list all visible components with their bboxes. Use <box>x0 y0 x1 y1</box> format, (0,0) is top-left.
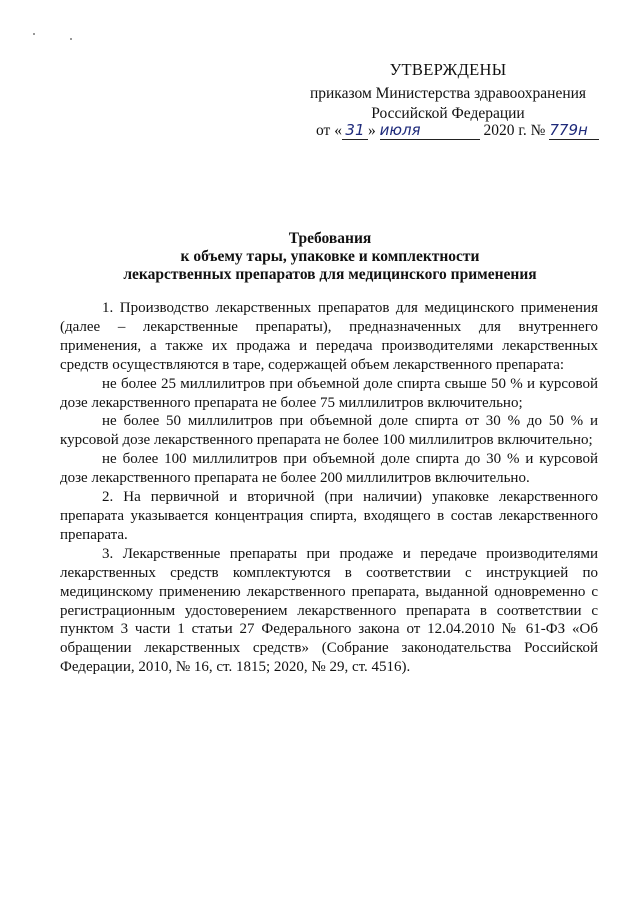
date-year-text: 2020 г. № <box>483 122 546 139</box>
paragraph-1-item-a: не более 25 миллилитров при объемной доле спирта свыше 50 % и курсовой дозе лекарственного препарата не более 75 миллилитров включительно; <box>60 375 598 411</box>
title-line2: к объему тары, упаковке и комплектности <box>180 248 480 265</box>
document-body <box>60 299 598 677</box>
approval-heading: УТВЕРЖДЕНЫ <box>389 60 507 79</box>
date-mid: » <box>367 122 376 139</box>
scan-speck <box>70 38 72 40</box>
approval-block <box>298 60 598 124</box>
approval-issuer-line1: приказом Министерства здравоохранения <box>309 85 587 102</box>
date-month: июля <box>379 121 421 139</box>
paragraph-1-item-b: не более 50 миллилитров при объемной доле спирта от 30 % до 50 % и курсовой дозе лекарственного препарата не более 100 миллилитров включительно; <box>60 413 598 449</box>
order-number-field <box>549 122 599 140</box>
date-month-field <box>380 122 480 140</box>
approval-date-line <box>316 121 606 141</box>
approval-issuer-line2: Российской Федерации <box>371 105 525 122</box>
paragraph-1: 1. Производство лекарственных препаратов для медицинского применения (далее – лекарственные препараты), предназначенных для внутреннего применения, а также их продажа и передача производителями лекарственных средств осуществляются в таре, содержащей объем лекарственного препарата: <box>60 300 598 373</box>
order-number: 779н <box>549 121 588 139</box>
document-title <box>60 230 600 284</box>
title-line3: лекарственных препаратов для медицинского применения <box>123 266 537 283</box>
paragraph-1-item-c: не более 100 миллилитров при объемной доле спирта до 30 % и курсовой дозе лекарственного препарата не более 200 миллилитров включительно. <box>60 451 598 487</box>
date-day-field <box>342 122 368 140</box>
paragraph-3: 3. Лекарственные препараты при продаже и передаче производителями лекарственных средств комплектуются в соответствии с инструкцией по медицинскому применению лекарственного препарата, выданной одновременно с регистрационным удостоверением лекарственного препарата в соответствии с пунктом 3 части 1 статьи 27 Федерального закона от 12.04.2010 № 61-ФЗ «Об обращении лекарственных средств» (Собрание законодательства Российской Федерации, 2010, № 16, ст. 1815; 2020, № 29, ст. 4516). <box>60 545 598 676</box>
scan-speck <box>33 33 35 35</box>
date-prefix: от « <box>316 122 342 139</box>
paragraph-2: 2. На первичной и вторичной (при наличии) упаковке лекарственного препарата указывается концентрация спирта, входящего в состав лекарственного препарата. <box>60 489 598 543</box>
date-day: 31 <box>345 121 365 139</box>
title-line1: Требования <box>288 230 372 247</box>
